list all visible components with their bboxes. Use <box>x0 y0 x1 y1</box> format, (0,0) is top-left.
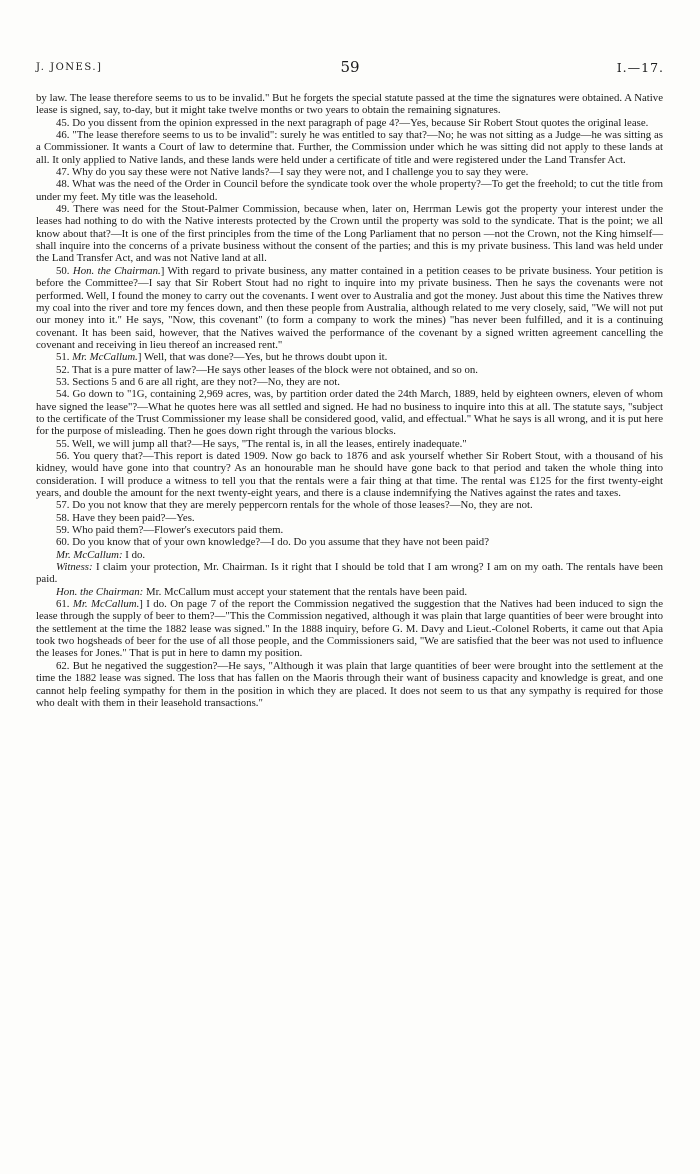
question-58: 58. Have they been paid?—Yes. <box>56 511 195 524</box>
statement-chairman <box>36 586 663 598</box>
speaker-label: Mr. McCallum. <box>72 598 140 611</box>
header-witness-name: J. JONES.] <box>36 62 103 73</box>
question-number: 61. <box>56 598 73 611</box>
question-59: 59. Who paid them?—Flower's executors paid them. <box>56 524 284 537</box>
statement-mccallum <box>36 549 663 561</box>
page-number: 59 <box>340 58 360 76</box>
speaker-label: Hon. the Chairman: <box>56 585 144 598</box>
body-text <box>36 92 663 709</box>
question-54: 54. Go down to "1G, containing 2,969 acres, was, by partition order dated the 24th March, 1889, held by eighteen owners, eleven of whom have signed the lease"?—What he quotes here was all settled and signed. He had no business to inquire into this at all. The statute says, "subject to the certificate of the Trust Commissioner my lease shall be considered good, valid, and effectual." What he says is all wrong, and it is put here for the purpose of misleading. Then he goes down right through the various blocks. <box>36 388 663 438</box>
statement-text: I claim your protection, Mr. Chairman. Is it right that I should be told that I am wrong? I am on my oath. The rentals have been paid. <box>36 561 663 586</box>
page-header <box>36 58 664 78</box>
speaker-label: Hon. the Chairman. <box>72 264 161 277</box>
question-46: 46. "The lease therefore seems to us to be invalid": surely he was entitled to say that?—No; he was not sitting as a Judge—he was sitting as a Commissioner. It wants a Court of law to determine that. Further, the Commission under which he was sitting did not apply to these lands at all. It only applied to Native lands, and these lands were held under a certificate of title and were registered under the Land Transfer Act. <box>36 129 663 166</box>
question-53: 53. Sections 5 and 6 are all right, are they not?—No, they are not. <box>56 375 340 388</box>
question-57: 57. Do you not know that they are merely peppercorn rentals for the whole of those leases?—No, they are not. <box>56 499 533 512</box>
question-47: 47. Why do you say these were not Native lands?—I say they were not, and I challenge you to say they were. <box>56 166 529 179</box>
question-text: ] I do. On page 7 of the report the Commission negatived the suggestion that the Natives had been induced to sign the lease through the supply of beer to them?—"This the Commission negatived, although it was plain that large quantities of beer were brought into the settlement at the time the 1882 lease was signed." In the 1888 inquiry, before G. M. Davy and Lieut.-Colonel Roberts, it came out that Apia took two hogsheads of beer for the use of all those people, and the Commissioners said, "We are satisfied that the beer was not used to influence the leases for Jones." That is put in here to damn my position. <box>36 598 663 660</box>
question-49: 49. There was need for the Stout-Palmer Commission, because when, later on, Herrman Lewis got the property your interest under the leases had nothing to do with the Native interests protected by the Crown until the property was sold to the syndicate. That is the point; we all know about that?—It is one of the first principles from the time of the Long Parliament that no person —not the Crown, not the King himself—shall inquire into the concerns of a private business without the consent of the parties; and this is my private business. This land was held under the Land Transfer Act, and was not Native land at all. <box>36 203 663 265</box>
statement-witness <box>36 561 663 586</box>
question-52: 52. That is a pure matter of law?—He says other leases of the block were not obtained, and so on. <box>56 363 478 376</box>
statement-text: Mr. McCallum must accept your statement that the rentals have been paid. <box>143 585 468 598</box>
statement-text: I do. <box>122 548 146 561</box>
question-56: 56. You query that?—This report is dated 1909. Now go back to 1876 and ask yourself whether Sir Robert Stout, with a thousand of his kidney, would have gone into that country? As an honourable man he should have gone back to that period and taken the whole thing into consideration. I will produce a witness to tell you that the rentals were a fair thing at that time. The rental was £125 for the first twenty-eight years, and double the amount for the next twenty-eight years, and there is a clause indemnifying the Natives against the rates and taxes. <box>36 449 663 499</box>
question-62: 62. But he negatived the suggestion?—He says, "Although it was plain that large quantities of beer were brought into the settlement at the time the 1882 lease was signed. The loss that has fallen on the Maoris through their want of business capacity and knowledge is great, and one cannot help feeling sympathy for them in the position in which they are placed. It does not seem to us that any sympathy is required for those who dealt with them in their leasehold transactions." <box>36 659 663 709</box>
question-55: 55. Well, we will jump all that?—He says, "The rental is, in all the leases, entirely inadequate." <box>56 437 467 450</box>
speaker-label: Mr. McCallum. <box>72 351 138 364</box>
question-50 <box>36 265 663 351</box>
question-text: ] With regard to private business, any matter contained in a petition ceases to be private business. Your petition is before the Committee?—I say that Sir Robert Stout had no right to inquire into my private business. Then he says the covenants were not performed. Well, I found the money to carry out the covenants. I went over to Australia and got the money. Just about this time the Natives threw my coal into the river and tore my fences down, and then these people from Australia, although related to me very closely, said, "We will not put our money into it." He says, "Now, this covenant" (to form a company to work the mines) "has never been fulfilled, and it is a continuing covenant. It has been said, however, that the Natives waived the performance of the covenant by a signed written agreement cancelling the covenant and receiving in lieu thereof an increased rent." <box>36 264 663 351</box>
question-48: 48. What was the need of the Order in Council before the syndicate took over the whole property?—To get the freehold; to cut the title from under my feet. My title was the leasehold. <box>36 178 663 203</box>
question-51 <box>36 351 663 363</box>
question-text: ] Well, that was done?—Yes, but he throws doubt upon it. <box>137 351 388 364</box>
question-number: 50. <box>56 264 73 277</box>
speaker-label: Witness: <box>56 561 93 574</box>
question-60: 60. Do you know that of your own knowledge?—I do. Do you assume that they have not been paid? <box>56 536 489 549</box>
question-45: 45. Do you dissent from the opinion expressed in the next paragraph of page 4?—Yes, because Sir Robert Stout quotes the original lease. <box>56 116 649 129</box>
question-number: 51. <box>56 351 73 364</box>
speaker-label: Mr. McCallum: <box>56 548 123 561</box>
paper-reference: I.—17. <box>616 60 664 75</box>
question-61 <box>36 598 663 660</box>
paragraph-continuation: by law. The lease therefore seems to us to be invalid." But he forgets the special statute passed at the time the signatures were obtained. A Native lease is signed, say, to-day, but it might take twelve months or two years to obtain the remaining signatures. <box>36 92 663 117</box>
